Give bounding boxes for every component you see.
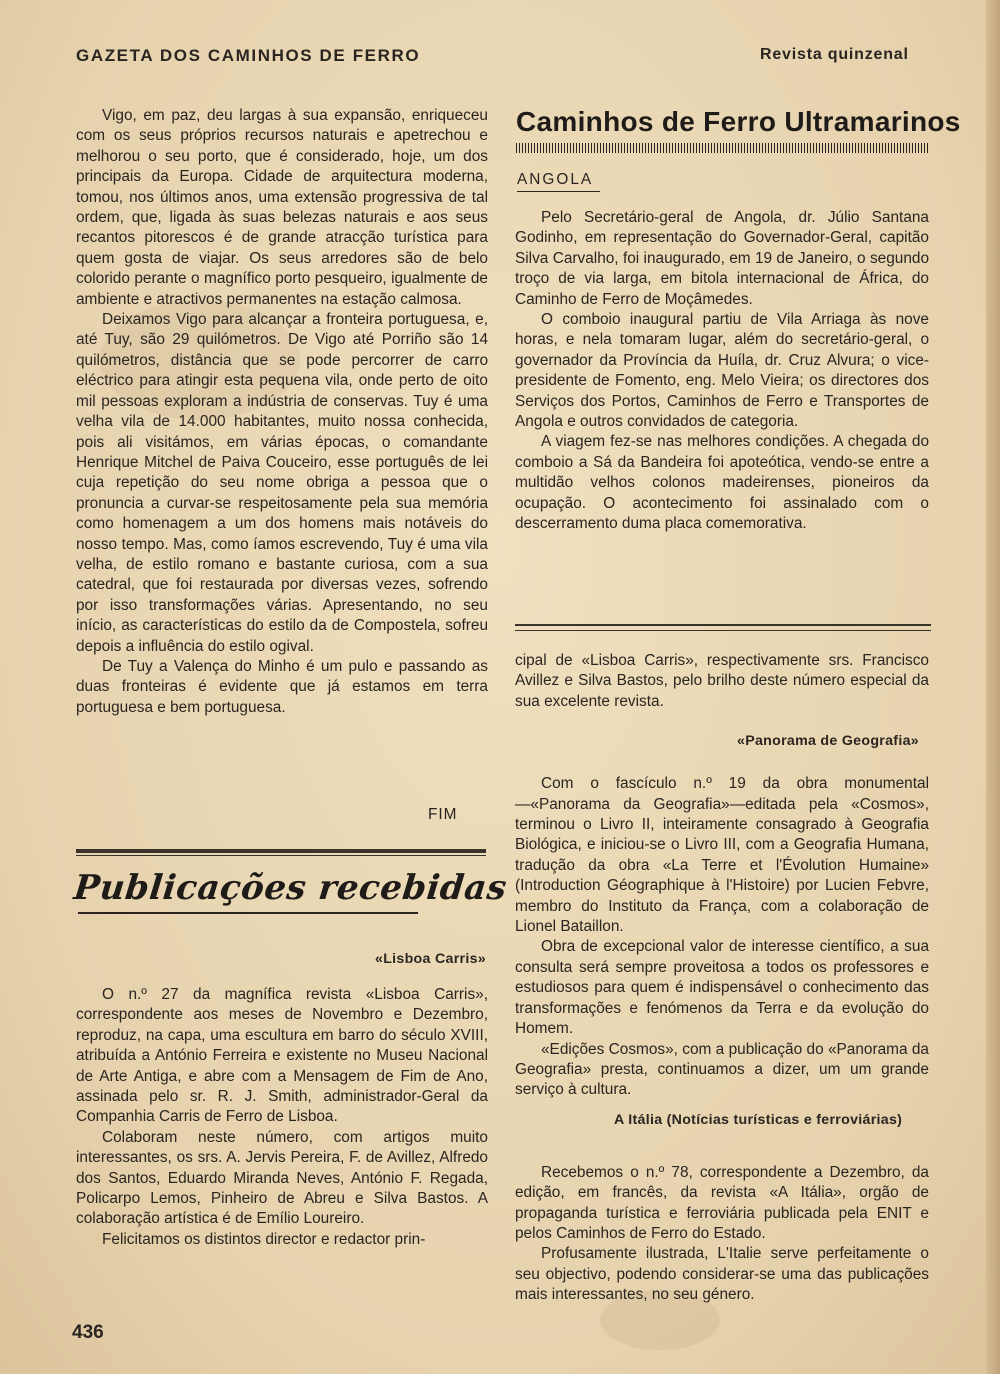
end-mark: FIM — [428, 806, 458, 823]
running-head-subtitle: Revista quinzenal — [760, 46, 909, 63]
paragraph: O comboio inaugural partiu de Vila Arriaga às nove horas, e nela tomaram lugar, além do secretário-geral, o governador da Província da Huíla, dr. Cruz Alvura; o vice-presidente de Fomento, eng. Melo Vieira; os directores dos Serviços dos Portos, Caminhos de Ferro e Transportes de Angola e outros convidados de categoria. — [515, 311, 929, 431]
title-underline — [78, 912, 418, 914]
paragraph: O n.º 27 da magnífica revista «Lisboa Carris», correspondente aos meses de Novembro e Dezembro, reproduz, na capa, uma escultura em barro do século XVIII, atribuída a António Ferreira e existente no Museu Nacional de Arte Antiga, e abre com a Mensagem de Fim de Ano, assinada pelo sr. R. J. Smith, administrador-Geral da Companhia Carris de Ferro de Lisboa. — [76, 986, 488, 1126]
paragraph: Recebemos o n.º 78, correspondente a Dezembro, da edição, em francês, da revista «A Itália», orgão de propaganda turística e ferroviária publicada pela ENIT e pelos Caminhos de Ferro do Estado. — [515, 1163, 929, 1242]
page-fold-shadow — [986, 0, 1000, 1374]
paragraph-continuation: cipal de «Lisboa Carris», respectivamente srs. Francisco Avillez e Silva Bastos, pelo brilho deste número especial da sua excelente revista. — [515, 652, 929, 710]
article-angola — [515, 208, 929, 535]
section-divider-thin — [76, 855, 486, 856]
paragraph: Profusamente ilustrada, L'Italie serve perfeitamente o seu objectivo, podendo considerar-se uma das publicações mais interessantes, no seu género. — [515, 1245, 929, 1304]
paragraph: Colaboram neste número, com artigos muito interessantes, os srs. A. Jervis Pereira, F. de Avillez, Alfredo dos Santos, Eduardo Miranda Neves, António F. Regada, Policarpo Lemos, Pinheiro de Abreu e Silva Bastos. A colaboração artística é de Emílio Loureiro. — [76, 1128, 488, 1228]
paragraph: «Edições Cosmos», com a publicação do «Panorama da Geografia» presta, continuamos a dizer, um um grande serviço à cultura. — [515, 1040, 929, 1099]
section-divider — [76, 849, 486, 853]
subsection-head-italia: A Itália (Notícias turísticas e ferroviárias) — [614, 1112, 903, 1128]
page-number: 436 — [72, 1322, 104, 1343]
paragraph: Com o fascículo n.º 19 da obra monumental—«Panorama da Geografia»—editada pela «Cosmos», terminou o Livro II, inteiramente consagrado à Geografia Biológica, e iniciou-se o Livro III, com a Geografia Humana, tradução da obra «La Terre et l'Évolution Humaine» (Introduction Géographique à l'Histoire) por Lucien Febvre, membro do Instituto da França, com a colaboração de Lionel Bataillon. — [515, 775, 929, 936]
publicacoes-continued — [515, 651, 929, 1306]
subsection-head-lisboa-carris: «Lisboa Carris» — [375, 951, 486, 967]
running-head-title: GAZETA DOS CAMINHOS DE FERRO — [76, 46, 421, 65]
paragraph: Deixamos Vigo para alcançar a fronteira portuguesa, e, até Tuy, são 29 quilómetros. De Vigo até Porriño são 14 quilómetros, distância que se pode percorrer de carro eléctrico para atingir esta pequena vila, onde perto de oito mil pessoas exploram a indústria de conservas. Tuy é uma velha vila de 14.000 habitantes, muito nossa conhecida, pois ali visitámos, em várias épocas, o comandante Henrique Mitchel de Paiva Couceiro, esse português de lei cuja repetição do seu nome obriga a pessoa que o pronuncia a curvar-se respeitosamente pela sua memória como homenagem a um dos homens mais notáveis do nosso tempo. Mas, como íamos escrevendo, Tuy é uma vila velha, de estilo romano e bastante curiosa, com a sua catedral, que foi restaurada por diversas vezes, sofrendo por isso transformações várias. Apresentando, no seu início, as características do estilo da de Compostela, sofreu depois a influência do estilo ogival. — [76, 311, 488, 655]
paragraph: Vigo, em paz, deu largas à sua expansão, enriqueceu com os seus próprios recursos naturais e apetrechou e melhorou o seu porto, que é considerado, hoje, um dos principais da Europa. Cidade de arquitectura moderna, tomou, nos últimos anos, uma extensão progressiva de tal ordem, que, ligada às suas belezas naturais e aos seus recantos pitorescos é de grande atracção turística para quem gosta de viajar. Os seus arredores são de belo colorido perante o magnífico porto pesqueiro, igualmente de ambiente e atractivos permanentes na estação calmosa. — [76, 107, 488, 308]
hatched-rule — [516, 143, 930, 153]
section-divider — [515, 624, 931, 626]
paragraph: Pelo Secretário-geral de Angola, dr. Júlio Santana Godinho, em representação do Governador-Geral, capitão Silva Carvalho, foi inaugurado, em 19 de Janeiro, o segundo troço de via larga, em bitola internacional de África, do Caminho de Ferro de Moçâmedes. — [515, 209, 929, 308]
section-divider-thin — [515, 630, 931, 631]
paragraph: A viagem fez-se nas melhores condições. A chegada do comboio a Sá da Bandeira foi apoteótica, vendo-se entre a multidão velhos colonos madeirenses, pioneiros da ocupação. O acontecimento foi assinalado com o descerramento duma placa comemorativa. — [515, 433, 929, 533]
paragraph: Felicitamos os distintos director e redactor prin- — [102, 1230, 426, 1248]
paragraph: Obra de excepcional valor de interesse científico, a sua consulta será sempre proveitosa a todos os professores e estudiosos para quem é indispensável o conhecimento das transformações e fenómenos da Terra e da evolução do Homem. — [515, 938, 929, 1038]
section-title-publicacoes: Publicações recebidas — [71, 868, 509, 908]
subsection-head-panorama: «Panorama de Geografia» — [737, 733, 919, 749]
paragraph: De Tuy a Valença do Minho é um pulo e passando as duas fronteiras é evidente que já estamos em terra portuguesa e bem portuguesa. — [76, 657, 488, 716]
subhead-angola: ANGOLA — [517, 171, 594, 188]
subhead-underline — [517, 191, 600, 192]
article-vigo — [76, 106, 488, 718]
article-lisboa-carris — [76, 985, 488, 1250]
article-title-ultramarinos: Caminhos de Ferro Ultramarinos — [516, 106, 961, 137]
